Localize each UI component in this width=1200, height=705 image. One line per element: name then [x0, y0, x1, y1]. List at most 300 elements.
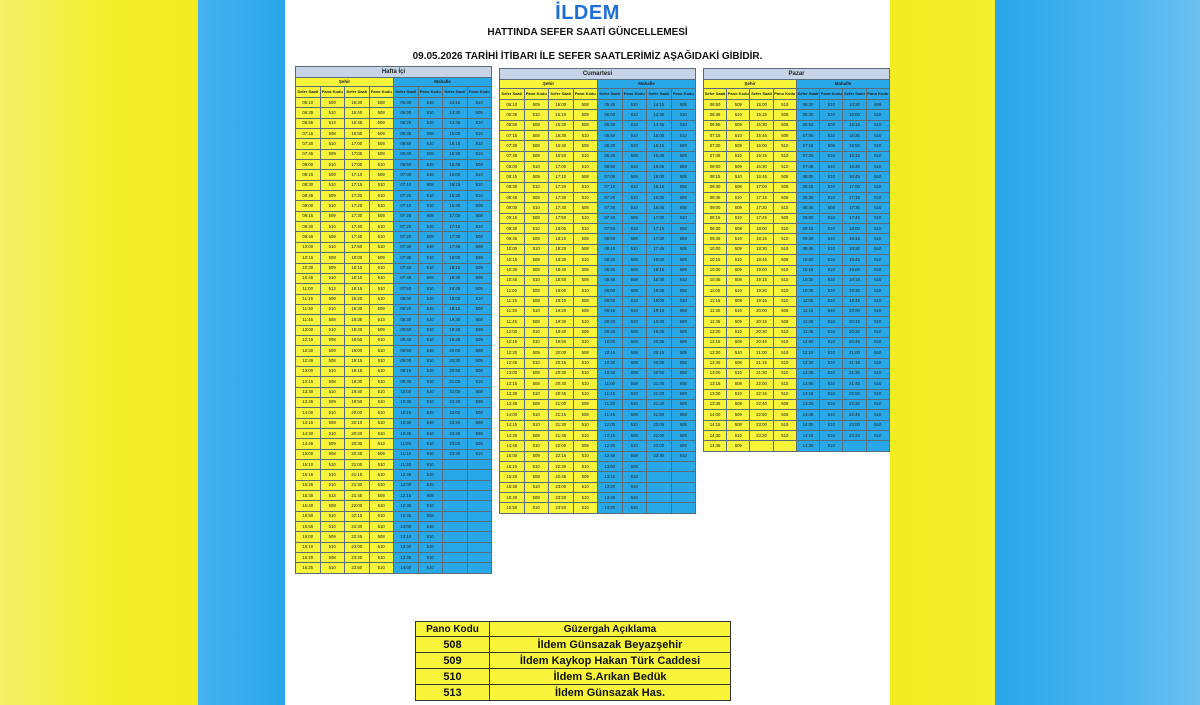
route-code-cell: 509 — [524, 265, 549, 275]
schedule-row — [296, 335, 492, 345]
departure-time-cell: 19:10 — [549, 296, 574, 306]
departure-time-cell: 19:30 — [345, 377, 370, 387]
route-code-cell: 508 — [622, 327, 647, 337]
route-code-cell: 510 — [622, 162, 647, 172]
route-code-cell: 508 — [622, 151, 647, 161]
legend-row — [416, 637, 731, 653]
departure-time-cell: 14:30 — [443, 108, 468, 118]
route-code-cell: 510 — [418, 263, 443, 273]
route-code-cell: 510 — [820, 306, 843, 316]
departure-time-cell: 11:15 — [394, 449, 419, 459]
departure-time-cell: 14:45 — [443, 118, 468, 128]
departure-time-cell: 18:30 — [750, 244, 773, 254]
schedule-row — [704, 337, 890, 347]
departure-time-cell: 09:15 — [796, 224, 819, 234]
departure-time-cell: 22:00 — [443, 408, 468, 418]
departure-time-cell: 15:50 — [296, 511, 321, 521]
schedule-row — [500, 234, 696, 244]
legend-code: 509 — [416, 653, 490, 669]
route-code-cell: 508 — [773, 317, 796, 327]
route-code-cell: 510 — [573, 451, 598, 461]
departure-time-cell: 22:00 — [750, 379, 773, 389]
departure-time-cell: 16:20 — [296, 553, 321, 563]
route-code-cell: 510 — [671, 451, 696, 461]
schedule-row — [500, 389, 696, 399]
departure-time-cell: 06:40 — [796, 110, 819, 120]
departure-time-cell: 20:15 — [843, 317, 866, 327]
departure-time-cell — [443, 480, 468, 490]
route-code-cell: 509 — [320, 346, 345, 356]
departure-time-cell: 23:00 — [843, 420, 866, 430]
route-code-cell: 509 — [524, 348, 549, 358]
schedule-row — [296, 98, 492, 108]
route-code-header: Pano Kodu — [320, 87, 345, 98]
departure-time-cell: 14:00 — [394, 563, 419, 573]
departure-time-cell: 14:45 — [647, 120, 672, 130]
route-code-cell: 508 — [671, 193, 696, 203]
schedule-row — [296, 491, 492, 501]
route-code-cell: 510 — [418, 408, 443, 418]
route-code-cell: 508 — [573, 348, 598, 358]
departure-time-cell: 09:45 — [296, 232, 321, 242]
route-code-cell: 509 — [524, 399, 549, 409]
route-code-cell: 508 — [320, 315, 345, 325]
route-code-cell: 510 — [320, 273, 345, 283]
route-code-cell: 508 — [622, 255, 647, 265]
departure-time-cell: 22:45 — [345, 532, 370, 542]
departure-time-cell: 13:15 — [598, 472, 623, 482]
route-code-cell: 509 — [622, 234, 647, 244]
departure-time-cell: 10:15 — [296, 253, 321, 263]
departure-time-cell: 06:50 — [394, 139, 419, 149]
route-code-cell: 513 — [320, 491, 345, 501]
departure-time-cell: 06:40 — [394, 149, 419, 159]
departure-time-cell: 17:15 — [843, 193, 866, 203]
schedule-row — [296, 408, 492, 418]
brand-title: İLDEM — [555, 2, 620, 24]
departure-time-cell: 14:15 — [647, 100, 672, 110]
route-code-cell: 510 — [320, 160, 345, 170]
route-code-cell: 509 — [524, 151, 549, 161]
route-code-cell: 509 — [467, 253, 492, 263]
route-code-cell: 508 — [320, 253, 345, 263]
departure-time-cell: 22:45 — [843, 410, 866, 420]
departure-time-cell: 10:45 — [796, 286, 819, 296]
route-code-cell: 508 — [524, 255, 549, 265]
departure-time-cell: 21:20 — [647, 389, 672, 399]
schedule-row — [500, 203, 696, 213]
route-code-cell: 509 — [727, 410, 750, 420]
departure-time-cell: 10:00 — [500, 244, 525, 254]
departure-time-cell: 09:15 — [598, 306, 623, 316]
route-code-cell: 510 — [369, 377, 394, 387]
departure-time-cell: 23:30 — [443, 449, 468, 459]
departure-time-cell: 15:15 — [296, 470, 321, 480]
route-code-cell: 510 — [418, 284, 443, 294]
departure-time-cell: 17:15 — [750, 193, 773, 203]
schedule-row — [296, 211, 492, 221]
route-code-cell: 510 — [467, 98, 492, 108]
departure-time-cell: 16:20 — [549, 120, 574, 130]
schedule-row — [500, 255, 696, 265]
schedule-row — [296, 139, 492, 149]
document-subtitle: HATTINDA SEFER SAATİ GÜNCELLEMESİ — [487, 27, 688, 38]
departure-time-cell: 22:50 — [750, 410, 773, 420]
route-code-cell: 510 — [418, 460, 443, 470]
departure-time-cell: 19:15 — [843, 275, 866, 285]
schedule-row — [500, 275, 696, 285]
departure-time-cell: 16:15 — [843, 151, 866, 161]
schedule-row — [296, 449, 492, 459]
schedule-row — [296, 315, 492, 325]
route-code-cell: 510 — [773, 327, 796, 337]
route-code-cell: 510 — [820, 244, 843, 254]
departure-time-cell: 20:45 — [345, 449, 370, 459]
schedule-row — [704, 431, 890, 441]
schedule-row — [296, 460, 492, 470]
route-code-cell: 508 — [467, 356, 492, 366]
departure-time-cell: 23:00 — [345, 542, 370, 552]
route-code-cell: 510 — [622, 482, 647, 492]
route-code-cell: 510 — [866, 182, 889, 192]
departure-time-cell: 07:30 — [704, 141, 727, 151]
schedule-row — [500, 348, 696, 358]
route-code-cell: 510 — [320, 522, 345, 532]
route-code-cell: 509 — [773, 131, 796, 141]
departure-time-cell: 17:45 — [750, 213, 773, 223]
route-code-cell: 509 — [369, 325, 394, 335]
departure-time-cell: 19:40 — [345, 387, 370, 397]
departure-time-cell: 15:45 — [443, 160, 468, 170]
departure-time-cell: 13:00 — [394, 522, 419, 532]
route-code-cell: 510 — [773, 379, 796, 389]
route-code-cell: 509 — [467, 325, 492, 335]
departure-time-cell — [443, 470, 468, 480]
departure-time-cell: 10:00 — [394, 387, 419, 397]
schedule-row — [296, 253, 492, 263]
departure-time-cell: 19:45 — [443, 335, 468, 345]
departure-time-cell: 13:00 — [796, 379, 819, 389]
schedule-row — [704, 317, 890, 327]
route-code-cell: 508 — [671, 151, 696, 161]
route-code-cell: 508 — [622, 368, 647, 378]
departure-time-cell: 16:50 — [549, 151, 574, 161]
schedule-row — [704, 296, 890, 306]
departure-time-cell: 20:45 — [843, 337, 866, 347]
route-code-cell: 510 — [320, 139, 345, 149]
departure-time-cell: 16:50 — [345, 129, 370, 139]
route-code-cell: 510 — [671, 110, 696, 120]
departure-time-cell: 07:20 — [394, 232, 419, 242]
departure-time-cell: 15:00 — [750, 100, 773, 110]
route-code-cell: 508 — [573, 296, 598, 306]
route-code-cell: 508 — [622, 265, 647, 275]
departure-time-cell: 18:45 — [843, 255, 866, 265]
departure-time-cell: 07:20 — [394, 222, 419, 232]
schedule-row — [704, 100, 890, 110]
departure-time-cell: 10:45 — [394, 429, 419, 439]
departure-time-cell: 17:00 — [647, 213, 672, 223]
departure-time-cell: 11:15 — [704, 296, 727, 306]
route-code-cell: 510 — [418, 377, 443, 387]
route-code-cell: 510 — [622, 224, 647, 234]
departure-time-cell: 22:30 — [345, 522, 370, 532]
route-code-cell: 509 — [727, 203, 750, 213]
departure-time-cell: 18:20 — [345, 294, 370, 304]
route-code-cell: 508 — [320, 449, 345, 459]
route-code-cell: 510 — [320, 470, 345, 480]
departure-time-cell: 08:00 — [704, 162, 727, 172]
route-code-cell: 510 — [573, 213, 598, 223]
route-code-cell: 510 — [418, 480, 443, 490]
route-code-cell: 510 — [418, 542, 443, 552]
departure-time-cell: 13:00 — [704, 368, 727, 378]
departure-time-cell: 06:20 — [394, 118, 419, 128]
departure-time-cell: 15:30 — [296, 491, 321, 501]
schedule-row — [296, 108, 492, 118]
saturday-schedule-table — [499, 68, 696, 514]
schedule-row — [500, 193, 696, 203]
departure-time-cell: 15:15 — [843, 120, 866, 130]
route-code-cell: 510 — [418, 191, 443, 201]
departure-time-cell: 07:30 — [796, 151, 819, 161]
route-code-cell: 510 — [524, 275, 549, 285]
route-code-cell: 510 — [573, 182, 598, 192]
departure-time-cell: 17:40 — [549, 203, 574, 213]
route-code-cell: 510 — [773, 296, 796, 306]
departure-time-cell: 17:30 — [750, 203, 773, 213]
departure-time-cell: 13:30 — [598, 482, 623, 492]
departure-time-header: Sefer Saati — [549, 89, 574, 100]
departure-time-cell: 20:00 — [843, 306, 866, 316]
departure-time-cell: 12:15 — [394, 491, 419, 501]
route-code-cell: 508 — [622, 348, 647, 358]
departure-time-cell: 08:30 — [704, 182, 727, 192]
legend-route: İldem S.Arıkan Bedük — [490, 669, 731, 685]
route-code-cell: 510 — [573, 224, 598, 234]
route-code-cell: 510 — [369, 191, 394, 201]
departure-time-cell: 18:15 — [443, 263, 468, 273]
route-code-cell: 509 — [418, 273, 443, 283]
departure-time-cell: 19:40 — [549, 327, 574, 337]
departure-time-cell: 20:10 — [345, 418, 370, 428]
schedule-row — [704, 224, 890, 234]
route-code-cell — [467, 460, 492, 470]
route-code-cell: 510 — [369, 501, 394, 511]
route-code-cell: 510 — [820, 337, 843, 347]
departure-time-cell: 19:00 — [549, 286, 574, 296]
route-code-cell: 510 — [622, 493, 647, 503]
route-code-cell: 509 — [524, 234, 549, 244]
route-code-cell: 510 — [573, 379, 598, 389]
route-code-cell: 510 — [727, 213, 750, 223]
route-code-cell: 509 — [369, 129, 394, 139]
route-code-cell: 510 — [773, 141, 796, 151]
departure-time-cell: 22:00 — [345, 501, 370, 511]
route-code-cell: 508 — [467, 429, 492, 439]
route-code-cell: 510 — [418, 346, 443, 356]
route-code-cell: 508 — [773, 172, 796, 182]
departure-time-cell: 20:15 — [549, 358, 574, 368]
route-code-cell: 510 — [866, 327, 889, 337]
departure-time-cell: 14:15 — [296, 418, 321, 428]
departure-time-cell: 07:00 — [394, 170, 419, 180]
departure-time-cell: 18:15 — [647, 265, 672, 275]
route-code-cell: 508 — [524, 379, 549, 389]
departure-time-cell: 18:20 — [549, 244, 574, 254]
route-code-cell: 510 — [622, 296, 647, 306]
departure-time-cell: 11:30 — [704, 306, 727, 316]
route-code-cell: 510 — [418, 325, 443, 335]
schedule-row — [296, 263, 492, 273]
route-code-cell: 508 — [671, 431, 696, 441]
departure-time-cell: 15:10 — [500, 462, 525, 472]
route-code-cell: 510 — [418, 222, 443, 232]
departure-time-cell: 19:30 — [443, 315, 468, 325]
route-code-cell: 508 — [320, 377, 345, 387]
departure-time-cell: 15:30 — [443, 149, 468, 159]
schedule-row — [704, 151, 890, 161]
route-code-cell: 510 — [369, 263, 394, 273]
departure-time-cell: 19:15 — [345, 366, 370, 376]
departure-time-cell: 16:30 — [647, 193, 672, 203]
route-code-cell: 510 — [671, 275, 696, 285]
departure-time-cell: 08:45 — [598, 275, 623, 285]
route-code-cell: 510 — [573, 286, 598, 296]
route-code-cell: 509 — [866, 100, 889, 110]
departure-time-cell — [647, 462, 672, 472]
route-code-cell: 510 — [866, 141, 889, 151]
departure-time-cell: 08:50 — [394, 325, 419, 335]
route-code-cell: 510 — [524, 389, 549, 399]
departure-time-cell: 14:15 — [443, 98, 468, 108]
route-code-cell: 510 — [820, 100, 843, 110]
route-code-cell: 510 — [820, 193, 843, 203]
departure-time-cell: 07:40 — [394, 273, 419, 283]
departure-time-cell: 20:40 — [549, 379, 574, 389]
route-code-cell: 510 — [320, 429, 345, 439]
route-code-cell: 510 — [866, 348, 889, 358]
route-code-cell: 510 — [524, 182, 549, 192]
departure-time-cell: 22:00 — [549, 441, 574, 451]
departure-time-cell: 15:15 — [443, 139, 468, 149]
route-code-cell: 510 — [573, 389, 598, 399]
departure-time-cell: 08:30 — [394, 315, 419, 325]
route-code-cell: 510 — [866, 120, 889, 130]
route-code-cell: 509 — [622, 213, 647, 223]
schedule-row — [704, 420, 890, 430]
departure-time-cell: 20:00 — [549, 348, 574, 358]
schedule-row — [704, 379, 890, 389]
schedule-row — [296, 553, 492, 563]
effective-date-notice: 09.05.2026 TARİHİ İTİBARI İLE SEFER SAATLERİMİZ AŞAĞIDAKİ GİBİDİR. — [412, 51, 763, 62]
route-code-cell: 508 — [467, 304, 492, 314]
departure-time-cell — [647, 493, 672, 503]
departure-time-cell: 15:00 — [647, 131, 672, 141]
route-code-cell: 510 — [320, 366, 345, 376]
schedule-row — [296, 304, 492, 314]
departure-time-cell: 08:20 — [394, 304, 419, 314]
departure-time-cell: 12:45 — [500, 358, 525, 368]
route-code-cell: 510 — [369, 460, 394, 470]
route-code-cell: 510 — [573, 162, 598, 172]
schedule-row — [500, 120, 696, 130]
route-code-cell: 510 — [418, 522, 443, 532]
departure-time-cell: 08:00 — [296, 160, 321, 170]
route-code-cell: 508 — [467, 108, 492, 118]
route-code-cell: 508 — [727, 275, 750, 285]
departure-time-cell: 10:15 — [704, 255, 727, 265]
departure-time-cell: 17:30 — [549, 193, 574, 203]
departure-time-cell: 16:10 — [296, 542, 321, 552]
departure-time-cell: 12:00 — [796, 337, 819, 347]
route-code-cell: 510 — [467, 449, 492, 459]
departure-time-cell: 16:45 — [647, 203, 672, 213]
route-code-cell: 508 — [671, 441, 696, 451]
route-code-cell: 510 — [418, 170, 443, 180]
route-code-cell: 510 — [418, 108, 443, 118]
schedule-row — [296, 284, 492, 294]
schedule-row — [500, 296, 696, 306]
route-code-cell: 510 — [524, 244, 549, 254]
route-code-cell: 508 — [524, 141, 549, 151]
route-code-cell: 513 — [320, 284, 345, 294]
departure-time-cell: 16:45 — [750, 172, 773, 182]
route-code-cell: 510 — [622, 193, 647, 203]
departure-time-cell: 18:15 — [843, 234, 866, 244]
departure-time-cell: 13:15 — [296, 377, 321, 387]
route-code-cell: 510 — [418, 253, 443, 263]
route-code-cell: 510 — [820, 172, 843, 182]
departure-time-cell: 08:30 — [296, 180, 321, 190]
route-code-cell: 509 — [369, 139, 394, 149]
route-code-cell: 508 — [671, 379, 696, 389]
departure-time-cell: 21:15 — [345, 470, 370, 480]
departure-time-cell: 08:00 — [598, 234, 623, 244]
route-code-cell: 510 — [727, 306, 750, 316]
departure-time-cell: 20:30 — [750, 327, 773, 337]
departure-time-cell: 10:30 — [296, 263, 321, 273]
route-code-cell: 509 — [671, 348, 696, 358]
route-code-cell: 510 — [369, 242, 394, 252]
route-code-cell: 508 — [573, 306, 598, 316]
schedule-row — [500, 306, 696, 316]
departure-time-cell: 19:00 — [843, 265, 866, 275]
departure-time-cell: 12:45 — [394, 470, 419, 480]
route-code-cell — [671, 493, 696, 503]
departure-time-cell: 19:30 — [647, 317, 672, 327]
route-code-cell: 508 — [467, 408, 492, 418]
departure-time-cell: 16:45 — [843, 172, 866, 182]
departure-time-cell: 19:15 — [647, 306, 672, 316]
departure-time-cell: 08:45 — [704, 193, 727, 203]
route-code-cell: 509 — [727, 244, 750, 254]
route-code-cell: 508 — [524, 296, 549, 306]
departure-time-cell: 10:00 — [598, 337, 623, 347]
departure-time-cell: 07:50 — [394, 284, 419, 294]
departure-time-cell: 12:15 — [796, 348, 819, 358]
departure-time-cell: 15:15 — [647, 141, 672, 151]
departure-time-cell: 08:15 — [796, 182, 819, 192]
route-code-cell: 510 — [622, 100, 647, 110]
departure-time-cell: 15:45 — [647, 162, 672, 172]
departure-time-header: Sefer Saati — [704, 89, 727, 100]
departure-time-cell: 06:55 — [296, 118, 321, 128]
departure-time-cell: 19:00 — [443, 294, 468, 304]
route-code-cell: 510 — [418, 418, 443, 428]
route-code-cell: 508 — [418, 232, 443, 242]
departure-time-cell: 18:30 — [345, 304, 370, 314]
